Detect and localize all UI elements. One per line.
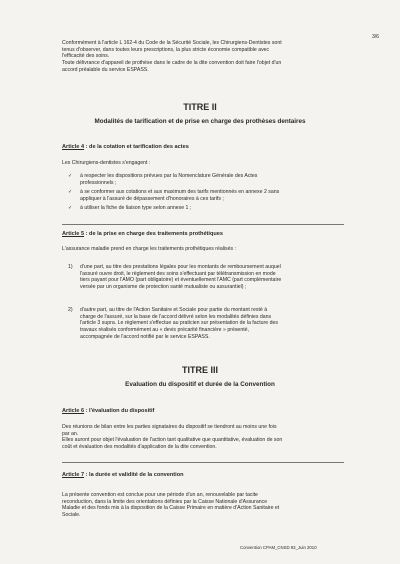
bullet-line: à utiliser la fiche de liaison type selon annexe 1 ;: [80, 205, 192, 211]
bullet-line: appliquer à l'assuré de dépassement d'honoraires à ces tarifs ;: [80, 195, 224, 202]
bullet-line: professionnels ;: [80, 179, 117, 186]
titre-3-heading: TITRE III: [182, 365, 218, 375]
body-line: La présente convention est conclue pour une période d'un an, renouvelable par tacite: [62, 492, 258, 498]
item-line: versée par un organisme de protection santé mutualiste ou assurantiel) ;: [80, 284, 247, 291]
bullet-line: à respecter les dispositions prévues par la Nomenclature Générale des Actes: [80, 173, 258, 179]
article-5-title: : de la prise en charge des traitements prothétiques: [84, 231, 224, 237]
article-5-intro: L'assurance maladie prend en charge les traitements prothétiques réalisés :: [62, 246, 237, 252]
intro-line: l'efficacité des soins.: [62, 53, 110, 60]
item-line: l'assuré ouvre droit, le règlement des soins s'effectuant par télétransmission en mode: [80, 270, 276, 277]
body-line: coût et évaluation des modalités d'application de la dite convention.: [62, 444, 217, 451]
titre-3-subtitle: Evaluation du dispositif et durée de la Convention: [125, 381, 275, 388]
item-line: tiers payant pour l'AMO (part obligatoire) et éventuellement l'AMC (part complémentaire: [80, 277, 282, 284]
divider: [62, 224, 344, 225]
checkmark-icon: ✓: [68, 205, 73, 211]
item-line: d'une part, au titre des prestations légales pour les montants de remboursement auquel: [80, 264, 281, 270]
item-line: accompagnée de l'accord notifié par le service ESPASS.: [80, 333, 210, 340]
titre-2-subtitle: Modalités de tarification et de prise en charge des prothèses dentaires: [94, 118, 306, 125]
article-4-bullet: [68, 205, 342, 212]
article-4-heading: [62, 144, 189, 151]
page-number: 3/6: [372, 34, 379, 40]
article-4-intro: Les Chirurgiens-dentistes s'engagent :: [62, 160, 151, 166]
article-6-heading: [62, 408, 154, 415]
body-line: Elles auront pour objet l'évaluation de l'action tant qualitative que quantitative, évaluation de son: [62, 437, 283, 444]
article-4-label: Article 4: [62, 144, 85, 150]
body-line: Maladie et des fonds mis à la disposition de la Caisse Primaire en matière d'Action Sanitaire et: [62, 505, 280, 512]
article-5-label: Article 5: [62, 231, 85, 237]
item-number: 1): [68, 264, 73, 270]
body-line: reconduction, dans la limite des orientations définies par la Caisse Nationale d'Assurance: [62, 498, 268, 505]
item-line: d'autre part, au titre de l'Action Sanitaire et Sociale pour partie du montant resté à: [80, 307, 268, 313]
article-4-title: : de la cotation et tarification des actes: [84, 144, 189, 150]
article-4-bullet: [68, 173, 342, 186]
intro-line: Conformément à l'article L 162-4 du Code de la Sécurité Sociale, les Chirurgiens-Dentistes sont: [62, 40, 282, 46]
article-5-item: [68, 264, 342, 291]
body-line: Des réunions de bilan entre les parties signataires du dispositif se tiendront au moins une fois: [62, 424, 277, 430]
intro-paragraph: [62, 40, 342, 74]
intro-line: tenus d'observer, dans toutes leurs prescriptions, la plus stricte économie compatible avec: [62, 46, 270, 53]
item-line: travaux réalisés conformément au « devis précarité financière » présenté,: [80, 327, 249, 334]
article-6-label: Article 6: [62, 408, 85, 414]
intro-line: Toute délivrance d'appareil de prothèse dans le cadre de la dite convention doit faire l'objet d'un: [62, 60, 282, 67]
body-line: par an.: [62, 430, 79, 437]
article-7-label: Article 7: [62, 472, 85, 478]
article-7-title: : la durée et validité de la convention: [84, 472, 184, 478]
article-6-title: : l'évaluation du dispositif: [84, 408, 155, 414]
checkmark-icon: ✓: [68, 189, 73, 195]
article-6-body: [62, 424, 342, 451]
checkmark-icon: ✓: [68, 173, 73, 179]
body-line: Sociale.: [62, 512, 81, 519]
item-line: charge de l'assuré, sur la base de l'accord délivré selon les modalités définies dans: [80, 313, 272, 320]
item-line: l'article 3 supra. Le règlement s'effectue au praticien sur présentation de la facture des: [80, 320, 278, 327]
divider: [62, 462, 344, 463]
item-number: 2): [68, 307, 73, 313]
footer-reference: Convention CPAM_CNSD 93_Juin 2010: [240, 545, 317, 550]
article-4-bullet: [68, 189, 342, 202]
article-5-heading: [62, 231, 223, 238]
titre-2-heading: TITRE II: [183, 102, 217, 112]
article-7-body: [62, 492, 342, 519]
article-5-item: [68, 307, 342, 341]
intro-line: accord préalable du service ESPASS.: [62, 66, 149, 73]
bullet-line: à se conformer aux cotations et aux maximum des tarifs mentionnés en annexe 2 sans: [80, 189, 280, 195]
article-7-heading: [62, 472, 184, 479]
